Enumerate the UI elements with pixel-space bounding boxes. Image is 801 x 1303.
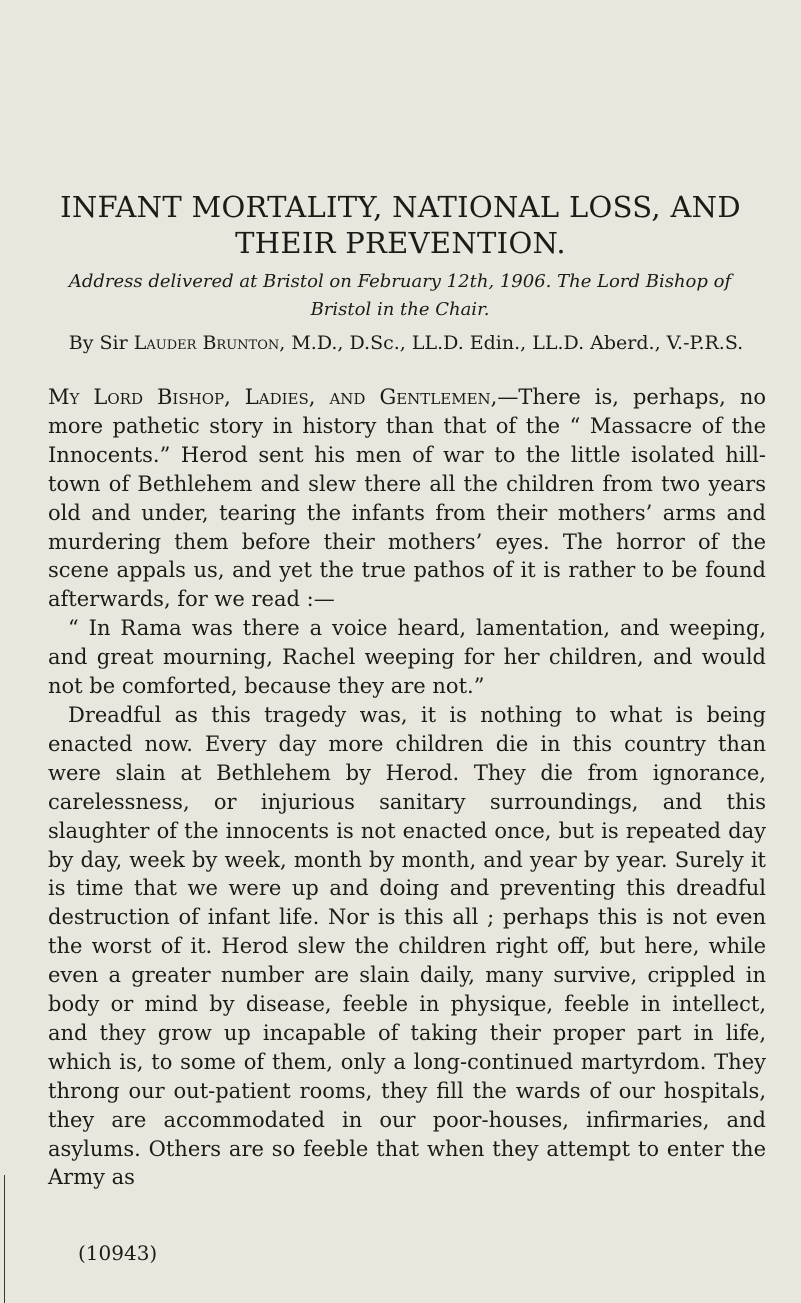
byline-author-name: Lauder Brunton	[133, 332, 280, 354]
byline-prefix: By Sir	[68, 332, 134, 354]
footer-reference: (10943)	[78, 1241, 158, 1265]
paragraph-1	[48, 383, 766, 614]
paragraph-1-text: —There is, perhaps, no more pathetic story in history than that of the “ Massacre of the Innocents.” Herod sent his men of war to the little isolated hill-town of Bethlehem and slew there all the children from two years old and under, tearing the infants from their mothers’ arms and murdering them before their mothers’ eyes. The horror of the scene appals us, and yet the true pathos of it is rather to be found afterwards, for we read :—	[48, 385, 766, 612]
byline-credentials: , M.D., D.Sc., LL.D. Edin., LL.D. Aberd., V.-P.R.S.	[279, 332, 744, 354]
byline	[48, 329, 764, 357]
page-edge-divider	[4, 1175, 5, 1303]
title-line-2: THEIR PREVENTION.	[235, 226, 566, 260]
paragraph-3: Dreadful as this tragedy was, it is nothing to what is being enacted now. Every day more children die in this country than were slain at Bethlehem by Herod. They die from ignorance, carelessness, or injurious sanitary surroundings, and this slaughter of the innocents is not enacted once, but is repeated day by day, week by week, month by month, and year by year. Surely it is time that we were up and doing and preventing this dreadful destruction of infant life. Nor is this all ; perhaps this is not even the worst of it. Herod slew the children right off, but here, while even a greater number are slain daily, many survive, crippled in body or mind by disease, feeble in physique, feeble in intellect, and they grow up incapable of taking their proper part in life, which is, to some of them, only a long-continued martyrdom. They throng our out-patient rooms, they fill the wards of our hospitals, they are accommodated in our poor-houses, infirmaries, and asylums. Others are so feeble that when they attempt to enter the Army as	[48, 702, 766, 1190]
title-line-1: INFANT MORTALITY, NATIONAL LOSS, AND	[60, 190, 741, 224]
paragraph-2-quote: “ In Rama was there a voice heard, lamentation, and weeping, and great mourning, Rachel weeping for her children, and would not be comforted, because they are not.”	[48, 616, 766, 699]
body-text	[48, 383, 766, 1192]
subtitle: Address delivered at Bristol on February 12th, 1906. The Lord Bishop of Bristol in the Chair.	[68, 271, 732, 320]
salutation: My Lord Bishop, Ladies, and Gentlemen,	[48, 385, 498, 409]
